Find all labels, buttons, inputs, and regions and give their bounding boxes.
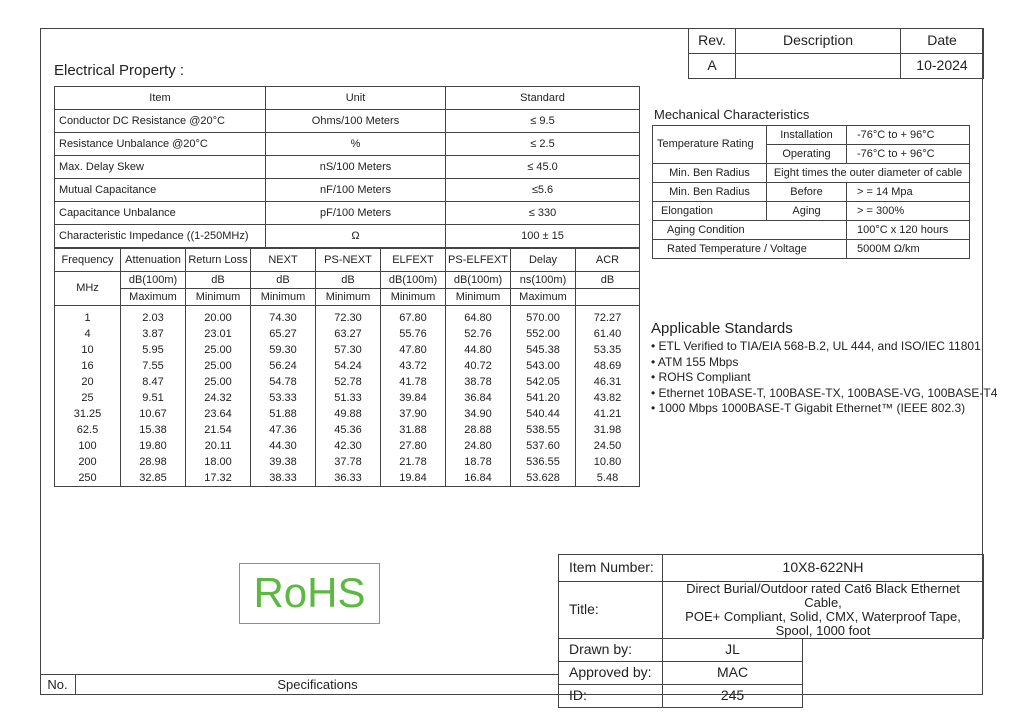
- electrical-unit: nF/100 Meters: [266, 179, 446, 202]
- frequency-cell: 23.64: [186, 406, 251, 422]
- table-row: [55, 156, 640, 179]
- min-ben-radius-label: Min. Ben Radius: [653, 164, 767, 183]
- before-value: > = 14 Mpa: [847, 183, 970, 202]
- frequency-cell: 15.38: [121, 422, 186, 438]
- list-item: • 1000 Mbps 1000BASE-T Gigabit Ethernet™ (IEEE 802.3): [651, 401, 997, 417]
- unit-cell: dB: [576, 272, 640, 289]
- electrical-title: Electrical Property :: [54, 62, 185, 79]
- list-item: • ATM 155 Mbps: [651, 355, 997, 371]
- frequency-cell: 19.80: [121, 438, 186, 454]
- frequency-cell: 9.51: [121, 390, 186, 406]
- list-item: • ROHS Compliant: [651, 370, 997, 386]
- electrical-standard: 100 ± 15: [446, 225, 640, 248]
- limit-cell: Maximum: [511, 289, 576, 306]
- unit-cell: dB(100m): [446, 272, 511, 289]
- header-ps-next: PS-NEXT: [316, 249, 381, 272]
- table-row: [55, 110, 640, 133]
- header-delay: Delay: [511, 249, 576, 272]
- electrical-item: Conductor DC Resistance @20°C: [55, 110, 266, 133]
- frequency-cell: 31.88: [381, 422, 446, 438]
- unit-cell: dB: [251, 272, 316, 289]
- electrical-item: Mutual Capacitance: [55, 179, 266, 202]
- frequency-cell: 72.27: [576, 306, 640, 327]
- electrical-unit: Ohms/100 Meters: [266, 110, 446, 133]
- table-row: [55, 179, 640, 202]
- unit-cell: ns(100m): [511, 272, 576, 289]
- frequency-cell: 65.27: [251, 326, 316, 342]
- frequency-table: [54, 248, 640, 487]
- electrical-standard: ≤5.6: [446, 179, 640, 202]
- frequency-cell: 51.88: [251, 406, 316, 422]
- drawn-by-value: JL: [663, 639, 803, 662]
- table-row: [55, 358, 640, 374]
- frequency-cell: 41.21: [576, 406, 640, 422]
- electrical-item: Resistance Unbalance @20°C: [55, 133, 266, 156]
- temp-rating-label: Temperature Rating: [653, 126, 767, 164]
- frequency-cell: 34.90: [446, 406, 511, 422]
- frequency-cell: 3.87: [121, 326, 186, 342]
- title-line: Direct Burial/Outdoor rated Cat6 Black Ethernet Cable,: [686, 581, 960, 610]
- frequency-cell: 61.40: [576, 326, 640, 342]
- table-row: [55, 454, 640, 470]
- rated-temp-label: Rated Temperature / Voltage: [653, 240, 847, 259]
- electrical-standard: ≤ 45.0: [446, 156, 640, 179]
- rev-value: A: [689, 54, 736, 79]
- frequency-cell: 1: [55, 306, 121, 327]
- frequency-cell: 27.80: [381, 438, 446, 454]
- frequency-cell: 72.30: [316, 306, 381, 327]
- aging-condition-value: 100°C x 120 hours: [847, 221, 970, 240]
- frequency-cell: 52.76: [446, 326, 511, 342]
- operating-value: -76°C to + 96°C: [847, 145, 970, 164]
- frequency-cell: 51.33: [316, 390, 381, 406]
- electrical-standard: ≤ 330: [446, 202, 640, 225]
- frequency-cell: 16.84: [446, 470, 511, 487]
- specifications-bar: [40, 674, 559, 695]
- item-number-label: Item Number:: [559, 555, 663, 582]
- frequency-cell: 538.55: [511, 422, 576, 438]
- revision-table: [688, 28, 984, 79]
- frequency-cell: 541.20: [511, 390, 576, 406]
- frequency-cell: 59.30: [251, 342, 316, 358]
- frequency-cell: 37.90: [381, 406, 446, 422]
- header-return-loss: Return Loss: [186, 249, 251, 272]
- limit-cell: Minimum: [186, 289, 251, 306]
- frequency-cell: 23.01: [186, 326, 251, 342]
- title-block: [558, 554, 984, 708]
- frequency-cell: 43.72: [381, 358, 446, 374]
- frequency-cell: 48.69: [576, 358, 640, 374]
- unit-cell: dB(100m): [121, 272, 186, 289]
- frequency-cell: 42.30: [316, 438, 381, 454]
- item-number-value: 10X8-622NH: [663, 555, 984, 582]
- standards-list: [651, 339, 997, 417]
- drawn-by-label: Drawn by:: [559, 639, 663, 662]
- rohs-logo: RoHS: [239, 563, 380, 624]
- limit-cell: Maximum: [121, 289, 186, 306]
- frequency-cell: 64.80: [446, 306, 511, 327]
- frequency-cell: 47.36: [251, 422, 316, 438]
- frequency-cell: 40.72: [446, 358, 511, 374]
- frequency-cell: 57.30: [316, 342, 381, 358]
- frequency-cell: 36.84: [446, 390, 511, 406]
- frequency-cell: 55.76: [381, 326, 446, 342]
- table-row: [55, 306, 640, 327]
- table-row: [55, 406, 640, 422]
- mechanical-title: Mechanical Characteristics: [654, 107, 810, 122]
- installation-value: -76°C to + 96°C: [847, 126, 970, 145]
- aging-value: > = 300%: [847, 202, 970, 221]
- electrical-standard: ≤ 2.5: [446, 133, 640, 156]
- unit-cell: dB(100m): [381, 272, 446, 289]
- frequency-cell: 38.78: [446, 374, 511, 390]
- frequency-cell: 25.00: [186, 374, 251, 390]
- id-value: 245: [663, 685, 803, 708]
- frequency-cell: 536.55: [511, 454, 576, 470]
- table-row: [55, 438, 640, 454]
- frequency-cell: 2.03: [121, 306, 186, 327]
- title-line: Spool, 1000 foot: [775, 623, 871, 638]
- frequency-cell: 44.80: [446, 342, 511, 358]
- frequency-cell: 37.78: [316, 454, 381, 470]
- header-attenuation: Attenuation: [121, 249, 186, 272]
- id-label: ID:: [559, 685, 663, 708]
- date-header: Date: [901, 29, 984, 54]
- frequency-cell: 537.60: [511, 438, 576, 454]
- electrical-unit: pF/100 Meters: [266, 202, 446, 225]
- rev-header: Rev.: [689, 29, 736, 54]
- table-row: [55, 374, 640, 390]
- frequency-cell: 24.80: [446, 438, 511, 454]
- frequency-cell: 4: [55, 326, 121, 342]
- unit-mhz: MHz: [55, 272, 121, 306]
- frequency-cell: 47.80: [381, 342, 446, 358]
- frequency-cell: 63.27: [316, 326, 381, 342]
- description-value: [736, 54, 901, 79]
- electrical-item: Max. Delay Skew: [55, 156, 266, 179]
- mechanical-table: [652, 125, 970, 259]
- frequency-cell: 10.67: [121, 406, 186, 422]
- frequency-cell: 52.78: [316, 374, 381, 390]
- frequency-cell: 74.30: [251, 306, 316, 327]
- frequency-cell: 21.78: [381, 454, 446, 470]
- limit-cell: Minimum: [251, 289, 316, 306]
- frequency-cell: 542.05: [511, 374, 576, 390]
- frequency-cell: 18.78: [446, 454, 511, 470]
- aging-condition-label: Aging Condition: [653, 221, 847, 240]
- frequency-cell: 10: [55, 342, 121, 358]
- frequency-cell: 41.78: [381, 374, 446, 390]
- operating-label: Operating: [767, 145, 847, 164]
- frequency-cell: 552.00: [511, 326, 576, 342]
- elongation-label: Elongation: [653, 202, 767, 221]
- title-line: POE+ Compliant, Solid, CMX, Waterproof Tape,: [685, 609, 961, 624]
- table-row: [55, 342, 640, 358]
- frequency-cell: 45.36: [316, 422, 381, 438]
- frequency-cell: 39.84: [381, 390, 446, 406]
- no-label: No.: [40, 675, 76, 695]
- frequency-cell: 32.85: [121, 470, 186, 487]
- frequency-cell: 8.47: [121, 374, 186, 390]
- header-ps-elfext: PS-ELFEXT: [446, 249, 511, 272]
- frequency-cell: 46.31: [576, 374, 640, 390]
- blank-cell: [803, 639, 984, 708]
- frequency-cell: 28.98: [121, 454, 186, 470]
- frequency-cell: 5.48: [576, 470, 640, 487]
- frequency-cell: 250: [55, 470, 121, 487]
- frequency-cell: 24.32: [186, 390, 251, 406]
- frequency-cell: 31.98: [576, 422, 640, 438]
- table-row: [55, 133, 640, 156]
- frequency-cell: 19.84: [381, 470, 446, 487]
- frequency-cell: 49.88: [316, 406, 381, 422]
- header-next: NEXT: [251, 249, 316, 272]
- frequency-rows: [55, 306, 640, 487]
- frequency-cell: 20.00: [186, 306, 251, 327]
- min-ben-radius-label-2: Min. Ben Radius: [653, 183, 767, 202]
- table-row: [55, 390, 640, 406]
- frequency-cell: 17.32: [186, 470, 251, 487]
- aging-label: Aging: [767, 202, 847, 221]
- table-row: [55, 202, 640, 225]
- frequency-cell: 20.11: [186, 438, 251, 454]
- electrical-unit: nS/100 Meters: [266, 156, 446, 179]
- electrical-unit: %: [266, 133, 446, 156]
- rated-temp-value: 5000M Ω/km: [847, 240, 970, 259]
- frequency-cell: 100: [55, 438, 121, 454]
- frequency-cell: 5.95: [121, 342, 186, 358]
- frequency-cell: 53.628: [511, 470, 576, 487]
- approved-by-value: MAC: [663, 662, 803, 685]
- frequency-cell: 570.00: [511, 306, 576, 327]
- standards-title: Applicable Standards: [651, 320, 793, 337]
- header-frequency: Frequency: [55, 249, 121, 272]
- header-acr: ACR: [576, 249, 640, 272]
- electrical-item: Characteristic Impedance ((1-250MHz): [55, 225, 266, 248]
- frequency-cell: 44.30: [251, 438, 316, 454]
- limit-cell: [576, 289, 640, 306]
- min-ben-radius-value: Eight times the outer diameter of cable: [767, 164, 970, 183]
- title-value: [663, 582, 984, 639]
- electrical-table: [54, 86, 640, 248]
- title-label: Title:: [559, 582, 663, 639]
- table-row: [55, 326, 640, 342]
- header-elfext: ELFEXT: [381, 249, 446, 272]
- frequency-cell: 43.82: [576, 390, 640, 406]
- limit-cell: Minimum: [446, 289, 511, 306]
- header-unit: Unit: [266, 87, 446, 110]
- frequency-cell: 25: [55, 390, 121, 406]
- electrical-standard: ≤ 9.5: [446, 110, 640, 133]
- frequency-cell: 545.38: [511, 342, 576, 358]
- description-header: Description: [736, 29, 901, 54]
- frequency-cell: 18.00: [186, 454, 251, 470]
- frequency-cell: 10.80: [576, 454, 640, 470]
- frequency-cell: 7.55: [121, 358, 186, 374]
- header-standard: Standard: [446, 87, 640, 110]
- list-item: • Ethernet 10BASE-T, 100BASE-TX, 100BASE-VG, 100BASE-T4: [651, 386, 997, 402]
- limit-cell: Minimum: [316, 289, 381, 306]
- before-label: Before: [767, 183, 847, 202]
- frequency-cell: 53.33: [251, 390, 316, 406]
- frequency-cell: 16: [55, 358, 121, 374]
- frequency-cell: 39.38: [251, 454, 316, 470]
- frequency-cell: 54.24: [316, 358, 381, 374]
- frequency-cell: 200: [55, 454, 121, 470]
- list-item: • ETL Verified to TIA/EIA 568-B.2, UL 444, and ISO/IEC 11801: [651, 339, 997, 355]
- frequency-cell: 24.50: [576, 438, 640, 454]
- frequency-cell: 62.5: [55, 422, 121, 438]
- electrical-item: Capacitance Unbalance: [55, 202, 266, 225]
- table-row: [55, 422, 640, 438]
- frequency-cell: 540.44: [511, 406, 576, 422]
- unit-cell: dB: [186, 272, 251, 289]
- table-row: [55, 470, 640, 487]
- table-row: [55, 225, 640, 248]
- frequency-cell: 38.33: [251, 470, 316, 487]
- frequency-cell: 25.00: [186, 358, 251, 374]
- frequency-cell: 56.24: [251, 358, 316, 374]
- date-value: 10-2024: [901, 54, 984, 79]
- frequency-cell: 28.88: [446, 422, 511, 438]
- electrical-unit: Ω: [266, 225, 446, 248]
- specifications-label: Specifications: [277, 677, 358, 692]
- frequency-cell: 67.80: [381, 306, 446, 327]
- limit-cell: Minimum: [381, 289, 446, 306]
- installation-label: Installation: [767, 126, 847, 145]
- frequency-cell: 31.25: [55, 406, 121, 422]
- frequency-cell: 53.35: [576, 342, 640, 358]
- unit-cell: dB: [316, 272, 381, 289]
- header-item: Item: [55, 87, 266, 110]
- frequency-cell: 25.00: [186, 342, 251, 358]
- frequency-cell: 21.54: [186, 422, 251, 438]
- frequency-cell: 54.78: [251, 374, 316, 390]
- frequency-cell: 543.00: [511, 358, 576, 374]
- frequency-cell: 20: [55, 374, 121, 390]
- approved-by-label: Approved by:: [559, 662, 663, 685]
- frequency-cell: 36.33: [316, 470, 381, 487]
